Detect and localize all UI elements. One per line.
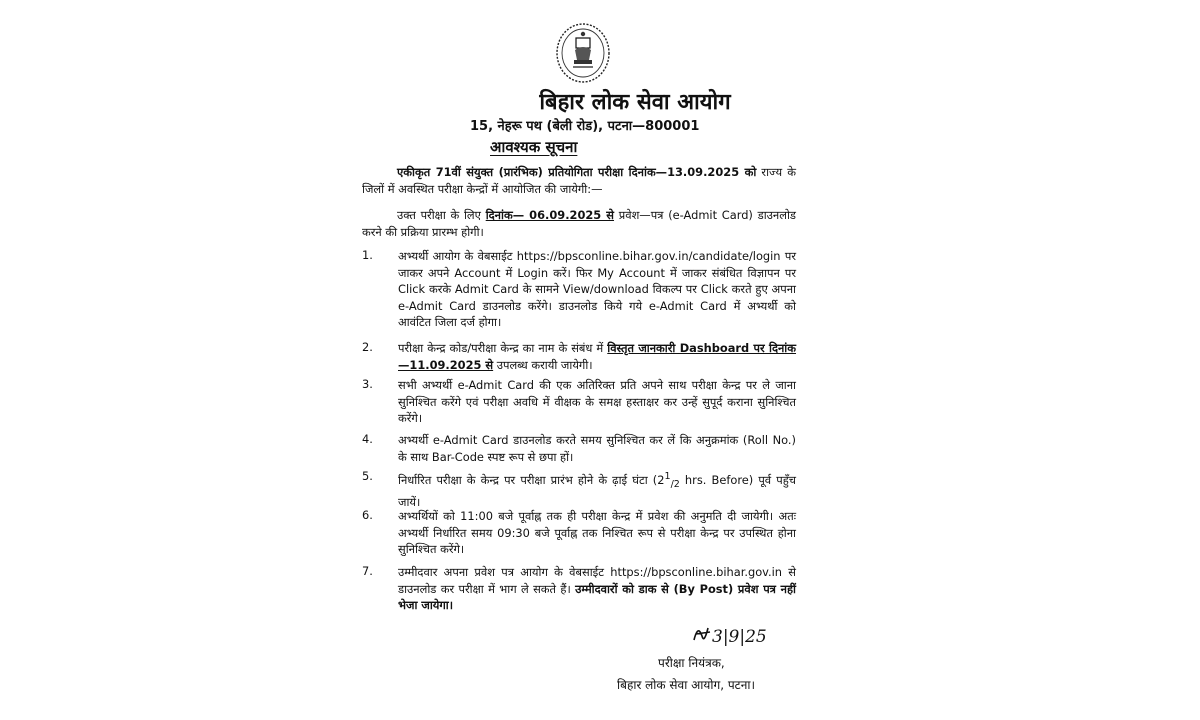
item-text-end: hrs. Before) पूर्व पहुँच जायें।: [398, 472, 797, 509]
by-post-warning: उम्मीदवारों को डाक से (By Post) प्रवेश पत्र नहीं भेजा जायेगा।: [398, 581, 796, 612]
item-text: [398, 469, 796, 510]
item-text-start: उम्मीदवार अपना प्रवेश पत्र आयोग के वेबसाईट https://bpsconline.bihar.gov.in से डाउनलोड कर परीक्षा में भाग ले सकते हैं।: [398, 565, 796, 596]
item-text: अभ्यर्थियों को 11:00 बजे पूर्वाह्न तक ही परीक्षा केन्द्र में प्रवेश की अनुमति दी जायेगी। अतः अभ्यर्थी निर्धारित समय 09:30 बजे पूर्वाह्न तक निश्चित रूप से परीक्षा केन्द्र पर उपस्थित होना सुनिश्चित करेंगे।: [398, 509, 796, 556]
fraction-denominator: /2: [670, 479, 680, 491]
item-text-start: निर्धारित परीक्षा के केन्द्र पर परीक्षा प्रारंभ होने के ढ़ाई घंटा (2: [398, 472, 665, 487]
intro-paragraph-2: [362, 207, 796, 241]
signatory-office: बिहार लोक सेवा आयोग, पटना।: [617, 678, 756, 692]
item-text-end: उपलब्ध करायी जायेगी।: [496, 357, 593, 372]
item-text: सभी अभ्यर्थी e-Admit Card की एक अतिरिक्त प्रति अपने साथ परीक्षा केन्द्र पर ले जाना सुनिश्चित करेंगे एवं परीक्षा अवधि में वीक्षक के समक्ष हस्ताक्षर कर उन्हें सुपूर्द कराना सुनिश्चित करेंगे।: [398, 378, 796, 425]
item-number: 2.: [362, 340, 373, 354]
item-text: अभ्यर्थी e-Admit Card डाउनलोड करते समय सुनिश्चित कर लें कि अनुक्रमांक (Roll No.) के साथ Bar-Code स्पष्ट रूप से छपा हों।: [398, 433, 796, 464]
svg-text:3|9|25: 3|9|25: [712, 627, 767, 647]
signatory-designation: परीक्षा नियंत्रक,: [658, 656, 725, 670]
admit-card-label: प्रवेश—पत्र (e-Admit Card): [618, 208, 753, 222]
notice-title: आवश्यक सूचना: [490, 138, 578, 156]
item-number: 6.: [362, 508, 373, 522]
exam-date-line: एकीकृत 71वीं संयुक्त (प्रारंभिक) प्रतियोगिता परीक्षा दिनांक—13.09.2025 को: [397, 165, 757, 179]
dashboard-date: विस्तृत जानकारी Dashboard पर दिनांक—11.09.2025 से: [398, 341, 797, 372]
item-number: 4.: [362, 432, 373, 446]
state-emblem-icon: [555, 22, 611, 84]
fraction-numerator: 1: [664, 471, 671, 482]
org-name: बिहार लोक सेवा आयोग: [539, 90, 731, 115]
item-text-start: परीक्षा केन्द्र कोड/परीक्षा केन्द्र का नाम के संबंध में: [398, 341, 604, 355]
org-address: 15, नेहरू पथ (बेली रोड), पटना—800001: [470, 119, 700, 134]
admit-card-start-date: दिनांक— 06.09.2025 से: [485, 208, 615, 222]
exam-venue-line: राज्य के जिलों में अवस्थित परीक्षा केन्द्रों में आयोजित की जायेगी:—: [362, 165, 796, 196]
item-number: 1.: [362, 248, 373, 262]
handwritten-signature: [688, 618, 780, 650]
item-text: [398, 564, 796, 614]
item-number: 7.: [362, 564, 373, 578]
admit-card-intro-text: उक्त परीक्षा के लिए: [397, 208, 481, 222]
item-number: 3.: [362, 377, 373, 391]
item-text: [398, 340, 796, 373]
item-number: 5.: [362, 469, 373, 483]
intro-paragraph-1: [362, 164, 796, 198]
download-process-text: डाउनलोड करने की प्रक्रिया प्रारम्भ होगी।: [362, 208, 796, 239]
item-text: अभ्यर्थी आयोग के वेबसाईट https://bpsconline.bihar.gov.in/candidate/login पर जाकर अपने Account में Login करें। फिर My Account में जाकर संबंधित विज्ञापन पर Click करके Admit Card के सामने View/download विकल्प पर Click करते हुए अपना e-Admit Card डाउनलोड करेंगे। डाउनलोड किये गये e-Admit Card में अभ्यर्थी को आवंटित जिला दर्ज होगा।: [398, 249, 796, 329]
